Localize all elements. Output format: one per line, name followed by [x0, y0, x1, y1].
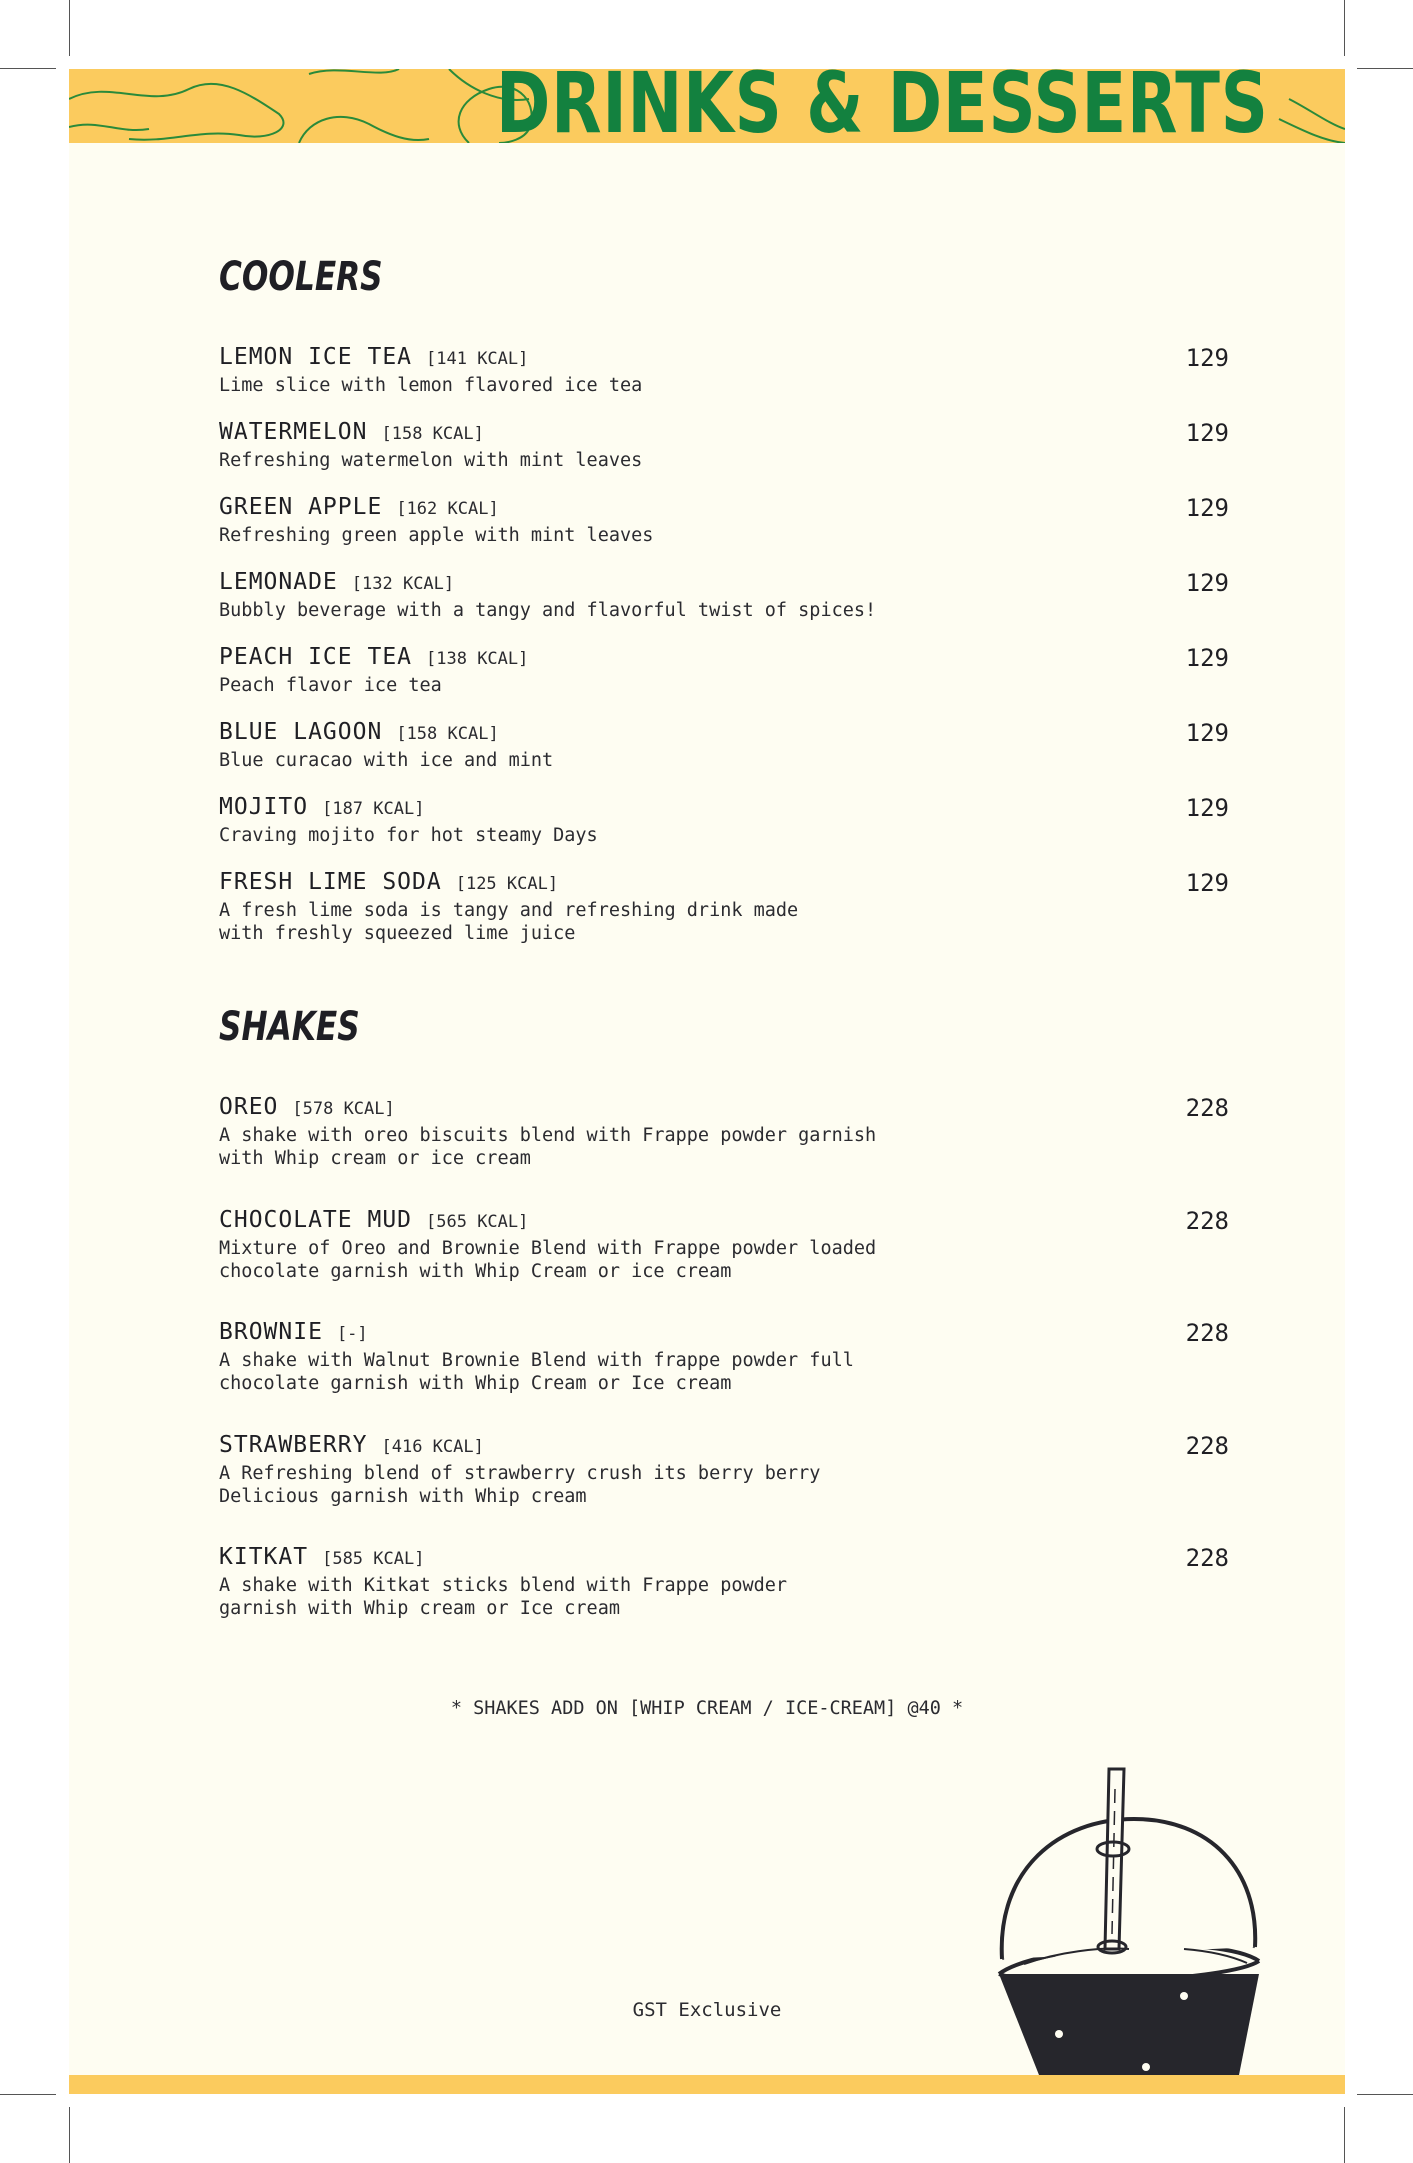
item-kcal: [132 KCAL]: [351, 574, 455, 594]
item-kcal: [565 KCAL]: [426, 1212, 529, 1232]
item-description: garnish with Whip cream or Ice cream: [219, 1598, 620, 1619]
item-name: BLUE LAGOON: [219, 719, 383, 745]
item-price: 228: [1185, 1432, 1229, 1460]
item-name: PEACH ICE TEA: [219, 644, 413, 670]
item-description: with Whip cream or ice cream: [219, 1148, 531, 1169]
item-description: Craving mojito for hot steamy Days: [219, 825, 598, 846]
item-description: Bubbly beverage with a tangy and flavorful twist of spices!: [219, 600, 877, 621]
crop-mark: [1357, 68, 1413, 69]
item-kcal: [-]: [336, 1324, 368, 1344]
item-price: 129: [1185, 344, 1229, 372]
item-description: A fresh lime soda is tangy and refreshing drink made: [219, 900, 799, 921]
item-name: MOJITO: [219, 794, 309, 820]
item-name: CHOCOLATE MUD: [219, 1207, 413, 1233]
page-title: DRINKS & DESSERTS: [496, 69, 1269, 143]
menu-item: [219, 419, 1269, 472]
item-price: 228: [1185, 1094, 1229, 1122]
item-description: Lime slice with lemon flavored ice tea: [219, 375, 643, 396]
item-kcal: [138 KCAL]: [426, 649, 529, 669]
crop-mark: [1344, 2107, 1345, 2163]
menu-item: [219, 1094, 1269, 1170]
item-name: LEMONADE: [219, 569, 338, 595]
header-banner: [69, 69, 1345, 143]
menu-item: [219, 1432, 1269, 1508]
menu-item: [219, 719, 1269, 772]
item-name: KITKAT: [219, 1544, 309, 1570]
item-kcal: [141 KCAL]: [426, 349, 529, 369]
footer-bar: [69, 2075, 1345, 2094]
item-description: Peach flavor ice tea: [219, 675, 442, 696]
item-description: chocolate garnish with Whip Cream or Ice cream: [219, 1373, 732, 1394]
item-price: 129: [1185, 719, 1229, 747]
item-name: OREO: [219, 1094, 279, 1120]
item-kcal: [158 KCAL]: [381, 424, 484, 444]
item-name: GREEN APPLE: [219, 494, 383, 520]
item-description: Refreshing watermelon with mint leaves: [219, 450, 643, 471]
item-price: 129: [1185, 569, 1229, 597]
item-price: 129: [1185, 869, 1229, 897]
menu-item: [219, 794, 1269, 847]
menu-item: [219, 1319, 1269, 1395]
item-name: LEMON ICE TEA: [219, 344, 413, 370]
item-description: A Refreshing blend of strawberry crush its berry berry: [219, 1463, 821, 1484]
item-description: A shake with Kitkat sticks blend with Frappe powder: [219, 1575, 788, 1596]
item-price: 129: [1185, 644, 1229, 672]
item-price: 228: [1185, 1319, 1229, 1347]
item-kcal: [125 KCAL]: [455, 874, 559, 894]
addon-note: * SHAKES ADD ON [WHIP CREAM / ICE-CREAM] @40 *: [450, 1698, 964, 1719]
item-price: 228: [1185, 1207, 1229, 1235]
item-kcal: [187 KCAL]: [322, 799, 425, 819]
item-kcal: [416 KCAL]: [381, 1437, 484, 1457]
gst-note: GST Exclusive: [632, 1999, 782, 2021]
item-kcal: [585 KCAL]: [322, 1549, 425, 1569]
menu-item: [219, 344, 1269, 397]
crop-mark: [0, 2094, 56, 2095]
crop-mark: [1357, 2094, 1413, 2095]
item-name: FRESH LIME SODA: [219, 869, 442, 895]
menu-item: [219, 869, 1269, 945]
crop-mark: [0, 68, 56, 69]
item-description: with freshly squeezed lime juice: [219, 923, 576, 944]
item-price: 129: [1185, 494, 1229, 522]
item-description: A shake with oreo biscuits blend with Frappe powder garnish: [219, 1125, 877, 1146]
item-description: chocolate garnish with Whip Cream or ice cream: [219, 1261, 732, 1282]
item-description: A shake with Walnut Brownie Blend with frappe powder full: [219, 1350, 854, 1371]
menu-item: [219, 1544, 1269, 1620]
item-kcal: [162 KCAL]: [396, 499, 499, 519]
menu-item: [219, 494, 1269, 547]
item-kcal: [158 KCAL]: [396, 724, 499, 744]
crop-mark: [1344, 0, 1345, 56]
item-description: Blue curacao with ice and mint: [219, 750, 554, 771]
menu-page: [69, 69, 1345, 2094]
item-description: Mixture of Oreo and Brownie Blend with Frappe powder loaded: [219, 1238, 877, 1259]
item-name: WATERMELON: [219, 419, 368, 445]
item-price: 129: [1185, 794, 1229, 822]
item-description: Refreshing green apple with mint leaves: [219, 525, 654, 546]
crop-mark: [69, 0, 70, 56]
menu-item: [219, 1207, 1269, 1283]
drink-cup-icon: [929, 1749, 1289, 2089]
item-kcal: [578 KCAL]: [292, 1099, 395, 1119]
item-price: 228: [1185, 1544, 1229, 1572]
item-name: BROWNIE: [219, 1319, 323, 1345]
item-description: Delicious garnish with Whip cream: [219, 1486, 587, 1507]
crop-mark: [69, 2107, 70, 2163]
item-price: 129: [1185, 419, 1229, 447]
section-title-coolers: COOLERS: [219, 254, 383, 300]
menu-item: [219, 644, 1269, 697]
section-title-shakes: SHAKES: [219, 1004, 360, 1050]
item-name: STRAWBERRY: [219, 1432, 368, 1458]
menu-item: [219, 569, 1269, 622]
